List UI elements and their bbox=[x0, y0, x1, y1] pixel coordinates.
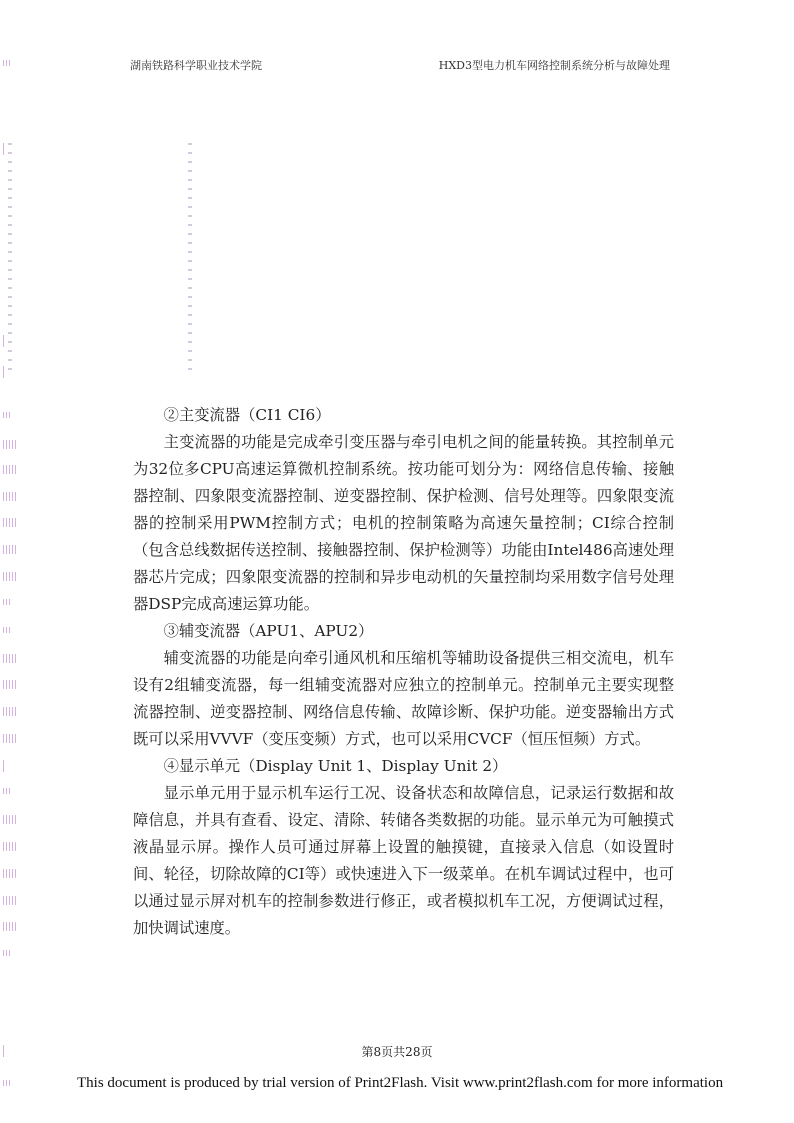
heading-main-converter: ②主变流器（CI1 CI6） bbox=[163, 406, 331, 424]
page-number: 第8页共28页 bbox=[361, 1045, 433, 1059]
header-institution: 湖南铁路科学职业技术学院 bbox=[130, 59, 262, 72]
paragraph-main-converter: 主变流器的功能是完成牵引变压器与牵引电机之间的能量转换。其控制单元为32位多CPU高速运算微机控制系统。按功能可划分为：网络信息传输、接触器控制、四象限变流器控制、逆变器控制、保护检测、信号处理等。四象限变流器的控制采用PWM控制方式；电机的控制策略为高速矢量控制；CI综合控制（包含总线数据传送控制、接触器控制、保护检测等）功能由Intel486高速处理器芯片完成；四象限变流器的控制和异步电动机的矢量控制均采用数字信号处理器DSP完成高速运算功能。 bbox=[133, 433, 674, 613]
heading-auxiliary-converter: ③辅变流器（APU1、APU2） bbox=[163, 622, 374, 640]
scan-artifact-column-left bbox=[8, 143, 12, 373]
body-text bbox=[133, 402, 674, 942]
heading-display-unit: ④显示单元（Display Unit 1、Display Unit 2） bbox=[163, 757, 508, 775]
trial-watermark-notice: This document is produced by trial version of Print2Flash. Visit www.print2flash.com for more information bbox=[77, 1075, 724, 1091]
header-document-title: HXD3型电力机车网络控制系统分析与故障处理 bbox=[438, 59, 670, 72]
paragraph-display-unit: 显示单元用于显示机车运行工况、设备状态和故障信息，记录运行数据和故障信息，并具有查看、设定、清除、转储各类数据的功能。显示单元为可触摸式液晶显示屏。操作人员可通过屏幕上设置的触摸键，直接录入信息（如设置时间、轮径，切除故障的CI等）或快速进入下一级菜单。在机车调试过程中，也可以通过显示屏对机车的控制参数进行修正，或者模拟机车工况，方便调试过程，加快调试速度。 bbox=[133, 784, 674, 937]
paragraph-auxiliary-converter: 辅变流器的功能是向牵引通风机和压缩机等辅助设备提供三相交流电，机车设有2组辅变流器，每一组辅变流器对应独立的控制单元。控制单元主要实现整流器控制、逆变器控制、网络信息传输、故障诊断、保护功能。逆变器输出方式既可以采用VVVF（变压变频）方式，也可以采用CVCF（恒压恒频）方式。 bbox=[133, 649, 674, 748]
scan-artifact-column-right bbox=[188, 143, 192, 373]
